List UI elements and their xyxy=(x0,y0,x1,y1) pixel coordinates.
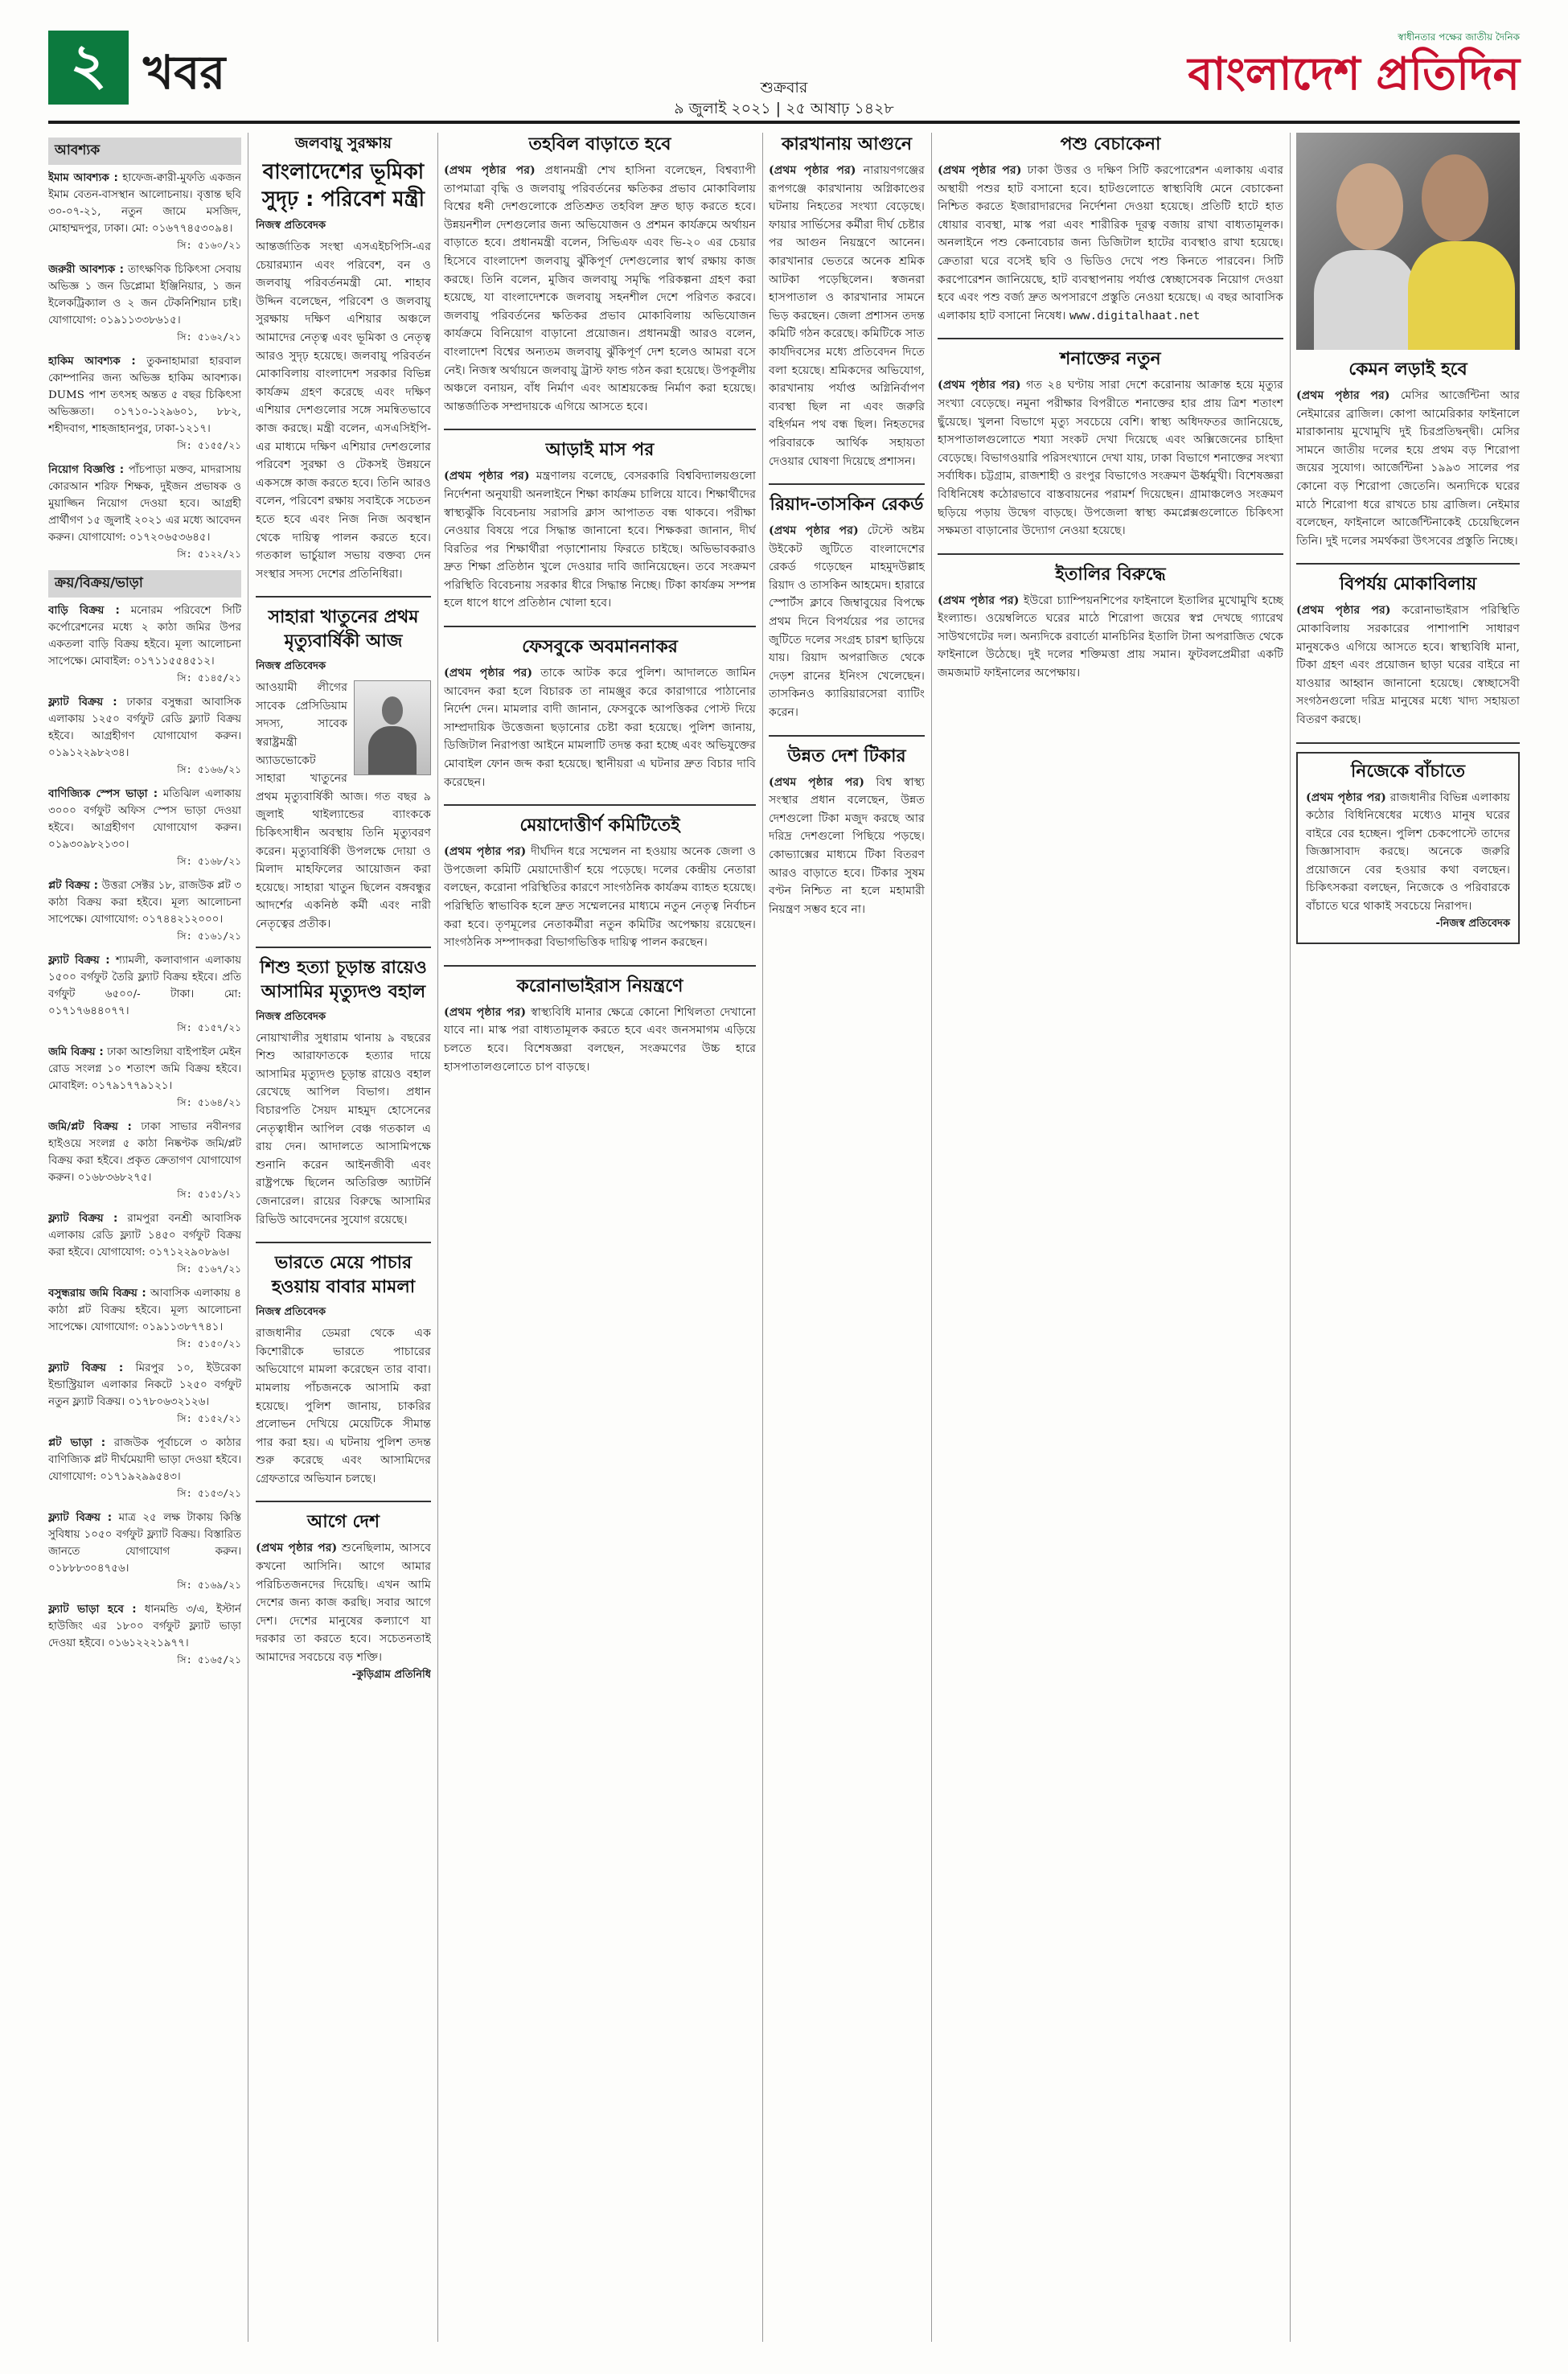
classified-ad xyxy=(48,170,241,237)
classified-ad xyxy=(48,1360,241,1411)
story-headline: ফেসবুকে অবমাননাকর xyxy=(522,637,678,658)
classified-ad xyxy=(48,1601,241,1652)
story-fight xyxy=(1296,358,1520,550)
classified-ad xyxy=(48,952,241,1020)
story-factory-fire xyxy=(769,133,925,470)
classified-ad-text: ঢাকা সাভার নবীনগর হাইওয়ে সংলগ্ন ৫ কাঠা নিষ্কণ্টক জমি/প্লট বিক্রয় করা হইবে। প্রকৃত ক্রেতাগণ যোগাযোগ করুন। ০১৬৮৩৬৮২৭৫। xyxy=(48,1121,241,1184)
masthead xyxy=(48,31,1520,119)
divider xyxy=(1296,742,1520,744)
classified-ad xyxy=(48,1509,241,1577)
story-kicker: জলবায়ু সুরক্ষায় xyxy=(294,134,392,152)
classified-ad-text: ধানমন্ডি ৩/এ, ইস্টার্ন হাউজিং এর ১৮০০ বর্গফুট ফ্ল্যাট ভাড়া দেওয়া হইবে। ০১৬১২২২১৯৭৭। xyxy=(48,1604,241,1649)
column-divider xyxy=(1290,133,1291,2342)
classified-ad xyxy=(48,462,241,546)
section-name: খবর xyxy=(143,45,226,100)
classified-heading-buysell: ক্রয়/বিক্রয়/ভাড়া xyxy=(48,570,241,598)
story-headline: রিয়াদ-তাসকিন রেকর্ড xyxy=(770,495,924,515)
classified-ad-title: ফ্ল্যাট বিক্রয় : xyxy=(48,1213,118,1225)
story-headline: শিশু হত্যা চূড়ান্ত রায়েও আসামির মৃত্যুদণ্ড বহাল xyxy=(260,957,427,1002)
divider xyxy=(769,735,925,737)
credit: -কুড়িগ্রাম প্রতিনিধি xyxy=(351,1668,431,1681)
football-players-photo xyxy=(1296,133,1520,350)
classified-ad-text: আবাসিক এলাকায় ৪ কাঠা প্লট বিক্রয় হইবে। মূল্য আলোচনা সাপেক্ষে। যোগাযোগ: ০১৯১১৩৮৭৭৪১। xyxy=(48,1288,241,1333)
classified-ad-ref: সি: ৫১৬৭/২১ xyxy=(177,1263,241,1275)
classified-ad-ref: সি: ৫১৪৫/২১ xyxy=(177,672,241,684)
classified-ad-title: ইমাম আবশ্যক : xyxy=(48,172,118,184)
divider xyxy=(444,804,756,806)
page-number: ২ xyxy=(48,31,129,105)
column-center-left xyxy=(444,133,756,2342)
classified-ad xyxy=(48,353,241,437)
classified-ad xyxy=(48,1435,241,1485)
divider xyxy=(444,965,756,967)
story-headline: সাহারা খাতুনের প্রথম মৃত্যুবার্ষিকী আজ xyxy=(268,607,419,652)
classified-ad xyxy=(48,877,241,928)
classified-ad-text: উত্তরা সেক্টর ১৮, রাজউক প্লট ৩ কাঠা বিক্রয় করা হইবে। মূল্য আলোচনা সাপেক্ষে। যোগাযোগ: ০১৭৪৪২১২০০০। xyxy=(48,880,241,926)
byline: নিজস্ব প্রতিবেদক xyxy=(256,1306,326,1319)
classified-ad-text: ঢাকার বসুন্ধরা আবাসিক এলাকায় ১২৫০ বর্গফুট রেডি ফ্ল্যাট বিক্রয় হইবে। আগ্রহীগণ যোগাযোগ করুন। ০১৯১২২৯৮২৩৪। xyxy=(48,696,241,759)
classified-ad-title: জমি/প্লট বিক্রয় : xyxy=(48,1121,132,1133)
classified-list-buysell xyxy=(48,602,241,1670)
column-divider xyxy=(437,133,438,2342)
classified-ad-title: ফ্ল্যাট বিক্রয় : xyxy=(48,696,117,709)
classified-ad-ref: সি: ৫১৬১/২১ xyxy=(177,930,241,942)
story-headline: ইতালির বিরুদ্ধে xyxy=(1055,564,1166,585)
story-body: (প্রথম পৃষ্ঠার পর) তাকে আটক করে পুলিশ। আদালতে জামিন আবেদন করা হলে বিচারক তা নামঞ্জুর করে কারাগারে পাঠানোর নির্দেশ দেন। মামলার বাদী জানান, ফেসবুকে আপত্তিকর পোস্ট দিয়ে সাম্প্রদায়িক উত্তেজনা ছড়ানোর চেষ্টা করা হয়েছে। পুলিশ জানায়, ডিজিটাল নিরাপত্তা আইনে মামলাটি তদন্ত করা হচ্ছে এবং অভিযুক্তের মোবাইল ফোন জব্দ করা হয়েছে। স্থানীয়রা এ ঘটনার দ্রুত বিচার দাবি করেছেন। xyxy=(444,667,756,789)
story-body: (প্রথম পৃষ্ঠার পর) করোনাভাইরাস পরিস্থিতি মোকাবিলায় সরকারের পাশাপাশি সাধারণ মানুষকেও এগিয়ে আসতে হবে। স্বাস্থ্যবিধি মানা, টিকা গ্রহণ এবং প্রয়োজন ছাড়া ঘরের বাইরে না যাওয়ার আহ্বান জানানো হয়েছে। স্বেচ্ছাসেবী সংগঠনগুলো দরিদ্র মানুষের মধ্যে খাদ্য সহায়তা বিতরণ করছে। xyxy=(1296,604,1520,726)
story-body: (প্রথম পৃষ্ঠার পর) রাজধানীর বিভিন্ন এলাকায় কঠোর বিধিনিষেধের মধ্যেও মানুষ ঘরের বাইরে বের হচ্ছেন। পুলিশ চেকপোস্টে তাদের জিজ্ঞাসাবাদ করছে। অনেকে জরুরি প্রয়োজনে বের হওয়ার কথা বলছেন। চিকিৎসকরা বলছেন, নিজেকে ও পরিবারকে বাঁচাতে ঘরে থাকাই সবচেয়ে নিরাপদ। xyxy=(1306,791,1511,914)
divider xyxy=(256,1242,431,1243)
column-divider xyxy=(931,133,932,2342)
byline: নিজস্ব প্রতিবেদক xyxy=(256,1010,326,1023)
classified-ad-text: মতিঝিল এলাকায় ৩০০০ বর্গফুট অফিস স্পেস ভাড়া দেওয়া হইবে। আগ্রহীগণ যোগাযোগ করুন। ০১৯৩০৯৮২১৩০। xyxy=(48,788,241,851)
weekday: শুক্রবার xyxy=(760,79,808,97)
divider xyxy=(256,1501,431,1502)
classified-list-wanted xyxy=(48,170,241,564)
story-headline: বিপর্যয় মোকাবিলায় xyxy=(1339,574,1477,595)
classified-ad-title: বাড়ি বিক্রয় : xyxy=(48,605,120,617)
divider xyxy=(256,947,431,948)
byline: নিজস্ব প্রতিবেদক xyxy=(256,660,326,673)
story-body: নোয়াখালীর সুধারাম থানায় ৯ বছরের শিশু আরাফাতকে হত্যার দায়ে আসামির মৃত্যুদণ্ড চূড়ান্ত রায়েও বহাল রেখেছে আপিল বিভাগ। প্রধান বিচারপতি সৈয়দ মাহমুদ হোসেনের নেতৃত্বাধীন আপিল বেঞ্চ গতকাল এ রায় দেন। আদালতে আসামিপক্ষে শুনানি করেন আইনজীবী এবং রাষ্ট্রপক্ষে ছিলেন অতিরিক্ত অ্যাটর্নি জেনারেল। রায়ের বিরুদ্ধে আসামির রিভিউ আবেদনের সুযোগ রয়েছে। xyxy=(256,1031,431,1226)
story-headline: আড়াই মাস পর xyxy=(545,440,655,461)
story-headline: কারখানায় আগুনে xyxy=(782,134,912,154)
brand-logo xyxy=(1166,31,1520,103)
brand-name: বাংলাদেশ প্রতিদিন xyxy=(1188,48,1520,101)
classified-ad-title: ফ্ল্যাট বিক্রয় : xyxy=(48,955,110,967)
classified-ad xyxy=(48,1210,241,1261)
divider xyxy=(769,483,925,485)
story-facebook xyxy=(444,635,756,791)
story-body: আওয়ামী লীগের সাবেক প্রেসিডিয়াম সদস্য, সাবেক স্বরাষ্ট্রমন্ত্রী অ্যাডভোকেট সাহারা খাতুনের প্রথম মৃত্যুবার্ষিকী আজ। গত বছর ৯ জুলাই থাইল্যান্ডের ব্যাংককে চিকিৎসাধীন অবস্থায় তিনি মৃত্যুবরণ করেন। মৃত্যুবার্ষিকী উপলক্ষে দোয়া ও মিলাদ মাহফিলের আয়োজন করা হয়েছে। সাহারা খাতুন ছিলেন বঙ্গবন্ধুর আদর্শের একনিষ্ঠ কর্মী এবং নারী নেতৃত্বের প্রতীক। xyxy=(256,681,431,930)
classified-ad-text: ঢাকা আশুলিয়া বাইপাইল মেইন রোড সংলগ্ন ১০ শতাংশ জমি বিক্রয় হইবে। মোবাইল: ০১৭৯১৭৭৯১২১। xyxy=(48,1046,241,1092)
portrait-photo xyxy=(354,680,431,775)
classified-ad-title: বাণিজ্যিক স্পেস ভাড়া : xyxy=(48,788,158,800)
story-vaccine xyxy=(769,745,925,919)
classified-ad-title: ফ্ল্যাট বিক্রয় : xyxy=(48,1512,113,1524)
story-body: (প্রথম পৃষ্ঠার পর) টেস্টে অষ্টম উইকেট জুটিতে বাংলাদেশের রেকর্ড গড়েছেন মাহমুদউল্লাহ রিয়াদ ও তাসকিন আহমেদ। হারারে স্পোর্টস ক্লাবে জিম্বাবুয়ের বিপক্ষে প্রথম দিনে বিপর্যয়ের পর তাদের জুটিতে দলের সংগ্রহ চারশ ছাড়িয়ে যায়। রিয়াদ অপরাজিত থেকে দেড়শ রানের ইনিংস খেলেছেন। তাসকিনও ক্যারিয়ারসেরা ব্যাটিং করেন। xyxy=(769,524,925,720)
story-save-self xyxy=(1296,752,1520,944)
classified-ad xyxy=(48,786,241,853)
story-environment xyxy=(256,133,431,583)
story-body: (প্রথম পৃষ্ঠার পর) মেসির আর্জেন্টিনা আর নেইমারের ব্রাজিল। কোপা আমেরিকার ফাইনালে মারাকানায় মুখোমুখি দুই চিরপ্রতিদ্বন্দ্বী। মেসির সামনে জাতীয় দলের হয়ে প্রথম বড় শিরোপা জয়ের সুযোগ। আর্জেন্টিনা ১৯৯৩ সালের পর কোনো বড় শিরোপা জেতেনি। অন্যদিকে ঘরের মাঠে শিরোপা ধরে রাখতে চায় ব্রাজিল। নেইমার বলেছেন, ফাইনালে আর্জেন্টিনাকেই চেয়েছিলেন তিনি। দুই দলের সমর্থকরা উৎসবের প্রস্তুতি নিচ্ছে। xyxy=(1296,389,1520,548)
classified-ad xyxy=(48,1044,241,1095)
classified-ad-ref: সি: ৫১৬৮/২১ xyxy=(177,856,241,867)
divider xyxy=(444,626,756,627)
story-cattle-market xyxy=(938,133,1283,325)
story-body: (প্রথম পৃষ্ঠার পর) স্বাস্থ্যবিধি মানার ক্ষেত্রে কোনো শিথিলতা দেখানো যাবে না। মাস্ক পরা বাধ্যতামূলক করতে হবে এবং জনসমাগম এড়িয়ে চলতে হবে। বিশেষজ্ঞরা বলছেন, সংক্রমণের উচ্চ হারে হাসপাতালগুলোতে চাপ বাড়ছে। xyxy=(444,1005,756,1074)
classified-ad-title: নিয়োগ বিজ্ঞপ্তি : xyxy=(48,464,125,476)
story-month xyxy=(444,438,756,613)
story-record xyxy=(769,493,925,722)
story-headline: উন্নত দেশ টিকার xyxy=(787,745,906,766)
story-headline: মেয়াদোত্তীর্ণ কমিটিতেই xyxy=(519,815,680,836)
divider xyxy=(938,338,1283,339)
story-body: (প্রথম পৃষ্ঠার পর) মন্ত্রণালয় বলেছে, বেসরকারি বিশ্ববিদ্যালয়গুলো নির্দেশনা অনুযায়ী অনলাইনে শিক্ষা কার্যক্রম চালিয়ে যাবে। শিক্ষার্থীদের স্বাস্থ্যঝুঁকি বিবেচনায় সরাসরি ক্লাস আপাতত বন্ধ থাকবে। পরীক্ষা নেওয়ার বিষয়ে পরে সিদ্ধান্ত জানানো হবে। শিক্ষকরা জানান, দীর্ঘ বিরতির পর শিক্ষার্থীরা পড়াশোনায় ফিরতে চাইছে। অভিভাবকরাও দ্রুত শিক্ষা প্রতিষ্ঠান খুলে দেওয়ার দাবি জানিয়েছেন। তবে সংক্রমণ পরিস্থিতি বিবেচনায় সরকার ধীরে সিদ্ধান্ত নিচ্ছে। টিকা কার্যক্রম সম্পন্ন হলে ধাপে ধাপে প্রতিষ্ঠান খোলা হবে। xyxy=(444,470,756,610)
column-center xyxy=(769,133,925,2342)
classified-ad-ref: সি: ৫১৫৫/২১ xyxy=(177,440,241,451)
story-headline: পশু বেচাকেনা xyxy=(1060,134,1161,154)
story-italy xyxy=(938,563,1283,683)
classified-ad-ref: সি: ৫১৬৯/২১ xyxy=(177,1579,241,1591)
story-trafficking xyxy=(256,1251,431,1488)
classified-ad-ref: সি: ৫১৫০/২১ xyxy=(177,1338,241,1349)
classified-ad xyxy=(48,1119,241,1186)
classified-ad-title: জরুরী আবশ্যক : xyxy=(48,264,124,276)
classified-ad-title: ফ্ল্যাট বিক্রয় : xyxy=(48,1362,124,1374)
story-body: (প্রথম পৃষ্ঠার পর) প্রধানমন্ত্রী শেখ হাসিনা বলেছেন, বিশ্বব্যাপী তাপমাত্রা বৃদ্ধি ও জলবায়ু পরিবর্তনের ক্ষতিকর প্রভাব মোকাবিলায় বিশ্বের ধনী দেশগুলোকে প্রতিশ্রুত তহবিল দ্রুত ছাড় করতে হবে। উন্নয়নশীল দেশগুলোর জন্য অভিযোজন ও প্রশমন কার্যক্রমে অর্থায়ন বাড়াতে হবে। প্রধানমন্ত্রী বলেন, সিভিএফ এবং ভি-২০ এর চেয়ার হিসেবে বাংলাদেশ জলবায়ু ঝুঁকিপূর্ণ দেশগুলোর স্বার্থ রক্ষায় কাজ করছে। তিনি বলেন, মুজিব জলবায়ু সমৃদ্ধি পরিকল্পনা গ্রহণ করা হয়েছে, যা বাংলাদেশকে জলবায়ু সহনশীল দেশে পরিণত করবে। জলবায়ু পরিবর্তনের ক্ষতিকর প্রভাব মোকাবিলায় অভিযোজন কার্যক্রমে বিনিয়োগ বাড়ানো প্রয়োজন। প্রধানমন্ত্রী আরও বলেন, বাংলাদেশ বিশ্বের অন্যতম জলবায়ু ঝুঁকিপূর্ণ দেশ হলেও আমরা বসে নেই। নিজস্ব অর্থায়নে জলবায়ু ট্রাস্ট ফান্ড গঠন করা হয়েছে। উপকূলীয় অঞ্চলে বনায়ন, বাঁধ নির্মাণ এবং আশ্রয়কেন্দ্র নির্মাণ করা হয়েছে। আন্তর্জাতিক সম্প্রদায়কে এগিয়ে আসতে হবে। xyxy=(444,164,756,413)
story-committee xyxy=(444,814,756,952)
classified-ad-ref: সি: ৫১৬৪/২১ xyxy=(177,1097,241,1108)
column-divider xyxy=(762,133,763,2342)
classified-heading-wanted: আবশ্যক xyxy=(48,138,241,165)
classified-ad xyxy=(48,1285,241,1336)
story-body: (প্রথম পৃষ্ঠার পর) নারায়ণগঞ্জের রূপগঞ্জে কারখানায় অগ্নিকাণ্ডের ঘটনায় নিহতের সংখ্যা বেড়েছে। ফায়ার সার্ভিসের কর্মীরা দীর্ঘ চেষ্টার পর আগুন নিয়ন্ত্রণে আনেন। কারখানার ভেতরে অনেক শ্রমিক আটকা পড়েছিলেন। স্বজনরা হাসপাতাল ও কারখানার সামনে ভিড় করছেন। জেলা প্রশাসন তদন্ত কমিটি গঠন করেছে। কমিটিকে সাত কার্যদিবসের মধ্যে প্রতিবেদন দিতে বলা হয়েছে। শ্রমিকদের অভিযোগ, কারখানায় পর্যাপ্ত অগ্নিনির্বাপণ ব্যবস্থা ছিল না এবং জরুরি বহির্গমন পথ বন্ধ ছিল। নিহতদের পরিবারকে আর্থিক সহায়তা দেওয়ার ঘোষণা দিয়েছে প্রশাসন। xyxy=(769,164,925,468)
story-body: (প্রথম পৃষ্ঠার পর) শুনেছিলাম, আসবে কখনো আসিনি। আগে আমার পরিচিতজনদের দিয়েছি। এখন আমি দেশের জন্য কাজ করছি। সবার আগে দেশ। দেশের মানুষের কল্যাণে যা দরকার তা করতে হবে। সচেতনতাই আমাদের সবচেয়ে বড় শক্তি। xyxy=(256,1542,431,1665)
classified-ad-title: প্লট ভাড়া : xyxy=(48,1437,106,1449)
story-headline: নিজেকে বাঁচাতে xyxy=(1350,761,1466,782)
story-climate-fund xyxy=(444,133,756,416)
classified-ad-ref: সি: ৫১৬০/২১ xyxy=(177,240,241,251)
story-headline: কেমন লড়াই হবে xyxy=(1348,359,1467,380)
classified-ad-ref: সি: ৫১৬২/২১ xyxy=(177,331,241,343)
story-body: (প্রথম পৃষ্ঠার পর) দীর্ঘদিন ধরে সম্মেলন না হওয়ায় অনেক জেলা ও উপজেলা কমিটি মেয়াদোত্তীর্ণ হয়ে পড়েছে। দলের কেন্দ্রীয় নেতারা বলছেন, করোনা পরিস্থিতির কারণে সাংগঠনিক কার্যক্রম ব্যাহত হয়েছে। পরিস্থিতি স্বাভাবিক হলে দ্রুত সম্মেলনের মাধ্যমে নতুন নেতৃত্ব নির্বাচন করা হবে। তৃণমূলের নেতাকর্মীরা নতুন কমিটির অপেক্ষায় রয়েছেন। সাংগঠনিক সম্পাদকরা বিভাগভিত্তিক দায়িত্ব পালন করছেন। xyxy=(444,845,756,950)
classified-ad-text: রামপুরা বনশ্রী আবাসিক এলাকায় রেডি ফ্ল্যাট ১৪৫০ বর্গফুট বিক্রয় করা হইবে। যোগাযোগ: ০১৭১২২৯০৮৯৬। xyxy=(48,1213,241,1259)
story-headline: করোনাভাইরাস নিয়ন্ত্রণে xyxy=(516,975,683,996)
classified-ad-title: প্লট বিক্রয় : xyxy=(48,880,99,892)
story-corona-control xyxy=(444,975,756,1076)
classified-ad-ref: সি: ৫১২২/২১ xyxy=(177,548,241,560)
classifieds-column xyxy=(48,133,241,2342)
story-body: (প্রথম পৃষ্ঠার পর) গত ২৪ ঘণ্টায় সারা দেশে করোনায় আক্রান্ত হয়ে মৃত্যুর সংখ্যা বেড়েছে। নমুনা পরীক্ষার বিপরীতে শনাক্তের হার প্রায় ত্রিশ শতাংশ ছুঁয়েছে। খুলনা বিভাগে মৃত্যু সবচেয়ে বেশি। স্বাস্থ্য অধিদফতর জানিয়েছে, হাসপাতালগুলোতে শয্যা সংকট দেখা দিয়েছে এবং অক্সিজেনের চাহিদা বেড়েছে। বিভাগওয়ারি পরিসংখ্যানে দেখা যায়, ঢাকা বিভাগে শনাক্তের সংখ্যা সর্বাধিক। চট্টগ্রাম, রাজশাহী ও রংপুর বিভাগেও সংক্রমণ ঊর্ধ্বমুখী। বিশেষজ্ঞরা বিধিনিষেধ কঠোরভাবে বাস্তবায়নের পরামর্শ দিয়েছেন। গ্রামাঞ্চলেও সংক্রমণ ছড়িয়ে পড়ায় উদ্বেগ বাড়ছে। উপজেলা স্বাস্থ্য কমপ্লেক্সগুলোতে চিকিৎসা সক্ষমতা বাড়ানোর উদ্যোগ নেওয়া হয়েছে। xyxy=(938,379,1283,538)
story-headline: আগে দেশ xyxy=(306,1512,380,1533)
story-headline: তহবিল বাড়াতে হবে xyxy=(528,134,671,154)
divider xyxy=(256,596,431,598)
classified-ad-title: বসুন্ধরায় জমি বিক্রয় : xyxy=(48,1288,146,1300)
classified-ad-text: শ্যামলী, কলাবাগান এলাকায় ১৫০০ বর্গফুট তৈরি ফ্ল্যাট বিক্রয় হইবে। প্রতি বর্গফুট ৬৫০০/- টাকা। মো: ০১৭১৭৬৪৪০৭৭। xyxy=(48,955,241,1017)
date: ৯ জুলাই ২০২১ | ২৫ আষাঢ় ১৪২৮ xyxy=(674,100,894,117)
credit: -নিজস্ব প্রতিবেদক xyxy=(1435,917,1510,930)
classified-ad-ref: সি: ৫১৫৭/২১ xyxy=(177,1022,241,1033)
classified-ad-text: তুকনাহামারা হারবাল কোম্পানির জন্য অভিজ্ঞ হাকিম আবশ্যক। DUMS পাশ তৎসহ অন্তত ৫ বছর চিকিৎসা অভিজ্ঞতা। ০১৭১০-১২৯৬০১, ৮৮২, শহীদবাগ, শাহজাহানপুর, ঢাকা-১২১৭। xyxy=(48,355,241,435)
divider xyxy=(444,429,756,430)
classified-ad-text: পাঁচপাড়া মক্তব, মাদরাসায় কোরআন শরিফ শিক্ষক, দুইজন প্রভাষক ও মুয়াজ্জিন নিয়োগ দেওয়া হবে। আগ্রহী প্রার্থীগণ ১৫ জুলাই ২০২১ এর মধ্যে আবেদন করুন। যোগাযোগ: ০১৭২০৬৫৩৬৪৫। xyxy=(48,464,241,544)
story-body: (প্রথম পৃষ্ঠার পর) ঢাকা উত্তর ও দক্ষিণ সিটি করপোরেশন এলাকায় এবার অস্থায়ী পশুর হাট বসানো হবে। হাটগুলোতে স্বাস্থ্যবিধি মেনে বেচাকেনা নিশ্চিত করতে ইজারাদারদের নির্দেশনা দেওয়া হয়েছে। প্রতিটি হাটে হাত ধোয়ার ব্যবস্থা, মাস্ক পরা এবং শারীরিক দূরত্ব বজায় রাখা বাধ্যতামূলক। অনলাইনে পশু কেনাবেচার জন্য ডিজিটাল হাটের ব্যবস্থাও রাখা হয়েছে। ক্রেতারা ঘরে বসেই ছবি ও ভিডিও দেখে পশু কিনতে পারবেন। সিটি করপোরেশন জানিয়েছে, হাট ব্যবস্থাপনায় পর্যাপ্ত স্বেচ্ছাসেবক নিয়োগ দেওয়া হবে এবং পশু বর্জ্য দ্রুত অপসারণে প্রস্তুতি নেওয়া হয়েছে। এ বছর আবাসিক এলাকায় হাট বসানো নিষেধ। www.digitalhaat.net xyxy=(938,164,1283,322)
story-country-first xyxy=(256,1510,431,1683)
classified-ad xyxy=(48,261,241,329)
divider xyxy=(938,553,1283,555)
classified-ad-ref: সি: ৫১৫৩/২১ xyxy=(177,1488,241,1499)
website-link[interactable]: www.digitalhaat.net xyxy=(1069,309,1201,322)
brand-tagline: স্বাধীনতার পক্ষের জাতীয় দৈনিক xyxy=(1398,31,1520,43)
divider xyxy=(1296,563,1520,565)
classified-ad-ref: সি: ৫১৬৬/২১ xyxy=(177,764,241,775)
story-body: (প্রথম পৃষ্ঠার পর) ইউরো চ্যাম্পিয়নশিপের ফাইনালে ইতালির মুখোমুখি হচ্ছে ইংল্যান্ড। ওয়েম্বলিতে ঘরের মাঠে শিরোপা জয়ের স্বপ্ন দেখছে গ্যারেথ সাউথগেটের দল। অন্যদিকে রবার্তো মানচিনির ইতালি টানা অপরাজিত থেকে ফাইনালে উঠেছে। দুই দলের শক্তিমত্তা প্রায় সমান। ফুটবলপ্রেমীরা একটি জমজমাট ফাইনালের অপেক্ষায়। xyxy=(938,594,1283,680)
classified-ad-title: ফ্ল্যাট ভাড়া হবে : xyxy=(48,1604,137,1616)
classified-ad-text: রাজউক পূর্বাচলে ৩ কাঠার বাণিজ্যিক প্লট দীর্ঘমেয়াদী ভাড়া দেওয়া হইবে। যোগাযোগ: ০১৭১৯২৯৯৫৪৩। xyxy=(48,1437,241,1483)
story-headline: বাংলাদেশের ভূমিকা সুদৃঢ় : পরিবেশ মন্ত্রী xyxy=(261,160,425,212)
column-left-news xyxy=(256,133,431,2342)
classified-ad-title: হাকিম আবশ্যক : xyxy=(48,355,136,368)
classified-ad xyxy=(48,694,241,762)
story-child-murder xyxy=(256,956,431,1230)
classified-ad-text: তাৎক্ষণিক চিকিৎসা সেবায় অভিজ্ঞ ১ জন ডিপ্লোমা ইঞ্জিনিয়ার, ১ জন ইলেকট্রিক্যাল ও ২ জন টেকনিশিয়ান চাই। যোগাযোগ: ০১৯১১৩৩৮৬১৫। xyxy=(48,264,241,327)
story-sahara xyxy=(256,606,431,933)
masthead-rule xyxy=(48,121,1520,124)
column-center-right xyxy=(938,133,1283,2342)
column-right xyxy=(1296,133,1520,2342)
classified-ad-text: মনোরম পরিবেশে সিটি কর্পোরেশনের মধ্যে ২ কাঠা জমির উপর একতলা বাড়ি বিক্রয় হইবে। মূল্য আলোচনা সাপেক্ষে। মোবাইল: ০১৭১১৫৫৪৫১২। xyxy=(48,605,241,667)
classified-ad-ref: সি: ৫১৫২/২১ xyxy=(177,1413,241,1424)
classified-ad-text: মিরপুর ১০, ইউরেকা ইন্ডাস্ট্রিয়াল এলাকার নিকটে ১২৫০ বর্গফুট নতুন ফ্ল্যাট বিক্রয়। ০১৭৮০৬৩২১২৬। xyxy=(48,1362,241,1408)
classified-ad xyxy=(48,602,241,670)
story-body: রাজধানীর ডেমরা থেকে এক কিশোরীকে ভারতে পাচারের অভিযোগে মামলা করেছেন তার বাবা। মামলায় পাঁচজনকে আসামি করা হয়েছে। পুলিশ জানায়, চাকরির প্রলোভন দেখিয়ে মেয়েটিকে সীমান্ত পার করা হয়। এ ঘটনায় পুলিশ তদন্ত শুরু করেছে এবং আসামিদের গ্রেফতারে অভিযান চলছে। xyxy=(256,1327,431,1485)
story-identification xyxy=(938,347,1283,540)
byline: নিজস্ব প্রতিবেদক xyxy=(256,220,326,232)
story-body: (প্রথম পৃষ্ঠার পর) বিশ্ব স্বাস্থ্য সংস্থার প্রধান বলেছেন, উন্নত দেশগুলো টিকা মজুদ করছে আর দরিদ্র দেশগুলো পিছিয়ে পড়ছে। কোভ্যাক্সের মাধ্যমে টিকা বিতরণ আরও বাড়াতে হবে। টিকার সুষম বণ্টন নিশ্চিত না হলে মহামারী নিয়ন্ত্রণ সম্ভব হবে না। xyxy=(769,775,925,916)
story-body: আন্তর্জাতিক সংস্থা এসএইচপিসি-এর চেয়ারম্যান এবং পরিবেশ, বন ও জলবায়ু পরিবর্তনমন্ত্রী মো. শাহাব উদ্দিন বলেছেন, পরিবেশ ও জলবায়ু সুরক্ষায় দক্ষিণ এশিয়ার অঞ্চলে আমাদের নেতৃত্ব এবং ভূমিকা ও নেতৃত্ব আরও সুদৃঢ় হয়েছে। জলবায়ু পরিবর্তন মোকাবিলায় বাংলাদেশ সরকার বিভিন্ন কার্যক্রম গ্রহণ করেছে এবং দক্ষিণ এশিয়ার দেশগুলোর সঙ্গে সমন্বিতভাবে কাজ করছে। মন্ত্রী বলেন, এসএসিইপি-এর মাধ্যমে দক্ষিণ এশিয়ার দেশগুলোর পরিবেশ সুরক্ষা ও টেকসই উন্নয়নে একসঙ্গে কাজ করতে হবে। তিনি আরও বলেন, পরিবেশ রক্ষায় সবাইকে সচেতন হতে হবে এবং নিজ নিজ অবস্থান থেকে দায়িত্ব পালন করতে হবে। গতকাল ভার্চুয়াল সভায় বক্তব্য দেন সংস্থার সদস্য দেশের প্রতিনিধিরা। xyxy=(256,240,431,581)
classified-ad-ref: সি: ৫১৬৫/২১ xyxy=(177,1654,241,1665)
classified-ad-title: জমি বিক্রয় : xyxy=(48,1046,104,1058)
classified-ad-text: মাত্র ২৫ লক্ষ টাকায় কিস্তি সুবিধায় ১০৫০ বর্গফুট ফ্ল্যাট বিক্রয়। বিস্তারিত জানতে যোগাযোগ করুন। ০১৮৮৮৩০৪৭৫৬। xyxy=(48,1512,241,1575)
story-disaster xyxy=(1296,573,1520,729)
classified-ad-text: হাফেজ-ক্বারী-মুফতি একজন ইমাম বেতন-বাসস্থান আলোচনায়। বৃত্তান্ত ছবি ৩০-০৭-২১, নতুন জামে মসজিদ, মোহাম্মদপুর, ঢাকা। মো: ০১৬৭৭৪৫৩০৯৪। xyxy=(48,172,241,235)
story-headline: ভারতে মেয়ে পাচার হওয়ায় বাবার মামলা xyxy=(271,1253,416,1298)
story-headline: শনাক্তের নতুন xyxy=(1060,349,1161,370)
classified-ad-ref: সি: ৫১৫১/২১ xyxy=(177,1189,241,1200)
